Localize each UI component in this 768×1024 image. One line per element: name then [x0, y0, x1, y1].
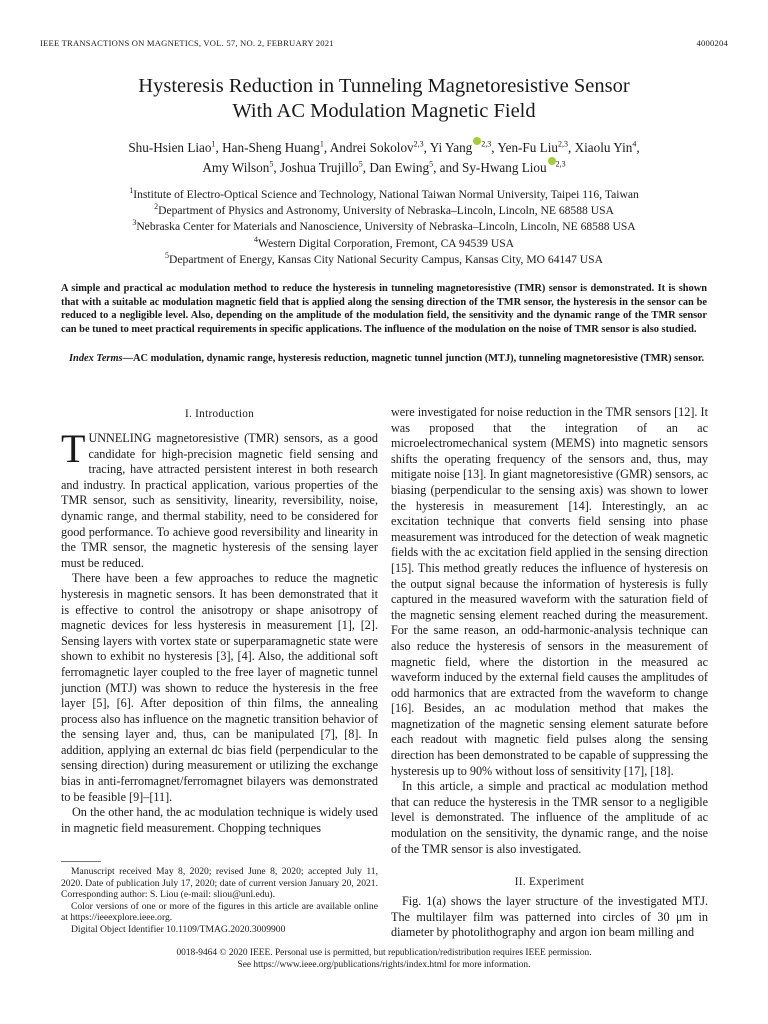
intro-paragraph-1-text: UNNELING magnetoresistive (TMR) sensors, as a good candidate for high-precision magnetic field sensing and tracing, have attracted persistent interest in both research and industry. In practical application, various properties of the TMR sensor, such as sensitivity, linearity, reversibility, noise, dynamic range, and thermal stability, need to be considered for good performance. To achieve good reversibility and linearity in the TMR sensor, the magnetic hysteresis of the sensing layer must be reduced.	[61, 431, 378, 570]
author-line-1: Shu-Hsien Liao$^1$, Han-Sheng Huang$^1$, Andrei Sokolov$^{2,3}$, Yi Yang $^{2,3}$, Yen-Fu Liu$^{2,3}$, Xiaolu Yin$^4$,	[40, 138, 728, 158]
drop-cap: T	[61, 426, 86, 471]
author-affiliation-mark: 5	[269, 159, 274, 169]
footnote-manuscript: Manuscript received May 8, 2020; revised June 8, 2020; accepted July 11, 2020. Date of publication July 17, 2020; date of current version January 20, 2021. Corresponding author: S. Liou (e-mail: sliou@unl.edu).	[61, 866, 378, 901]
running-header-article-number: 4000204	[696, 38, 728, 48]
author-list	[40, 138, 728, 178]
affiliation-number: 4	[253, 234, 258, 244]
affiliation-text: Nebraska Center for Materials and Nanoscience, University of Nebraska–Lincoln, Lincoln, NE 68588 USA	[136, 220, 636, 234]
author-name: Andrei Sokolov	[329, 140, 414, 155]
affiliation-number: 1	[129, 186, 134, 196]
author-name: Yen-Fu Liu	[497, 140, 558, 155]
footnote-rule	[61, 861, 101, 862]
author-name: Joshua Trujillo	[279, 160, 359, 175]
paper-title	[40, 74, 728, 124]
author-affiliation-mark: 2,3	[481, 139, 492, 149]
author-affiliation-mark: 4	[632, 139, 637, 149]
author-affiliation-mark: 5	[429, 159, 434, 169]
index-terms-label: Index Terms	[69, 353, 123, 364]
right-column-body	[391, 405, 708, 857]
author-name: Xiaolu Yin	[574, 140, 633, 155]
author-name: Yi Yang	[429, 140, 473, 155]
intro-paragraph-4: were investigated for noise reduction in the TMR sensors [12]. It was proposed that the integration of an ac microelectromechanical system (MEMS) into magnetic sensors shifts the operating frequency of the sensors and, thus, may mitigate noise [13]. In giant magnetoresistive (GMR) sensors, ac biasing (perpendicular to the sensing axis) was shown to lower the hysteresis in measurement [14]. Interestingly, an ac excitation technique that converts field sensing into phase measurement was introduced for the detection of weak magnetic fields with the ac excitation field applied in the sensing direction [15]. This method greatly reduces the influence of hysteresis on the output signal because the information of hysteresis is fully captured in the measured waveform with the saturation field of the magnetic sensing element reached during the measurement. For the same reason, an odd-harmonic-analysis technique can also reduce the hysteresis of sensors in the measurement of magnetic field, where the distortion in the measured ac waveform induced by the external field causes the amplitudes of odd harmonics that are extracted from the waveform to change [16]. Besides, an ac modulation method that makes the magnetization of the magnetic sensing element saturate before each readout with magnetic field pulses along the sensing direction has been demonstrated to be capable of suppressing the hysteresis up to 90% without loss of sensitivity [17], [18].	[391, 405, 708, 778]
running-header-journal: IEEE TRANSACTIONS ON MAGNETICS, VOL. 57, NO. 2, FEBRUARY 2021	[40, 38, 334, 48]
affiliation-text: Department of Energy, Kansas City National Security Campus, Kansas City, MO 64147 USA	[169, 252, 603, 266]
footnote-doi: Digital Object Identifier 10.1109/TMAG.2020.3009900	[71, 923, 286, 935]
title-line-2: With AC Modulation Magnetic Field	[232, 100, 536, 122]
copyright-line-1: 0018-9464 © 2020 IEEE. Personal use is permitted, but republication/redistribution requires IEEE permission.	[176, 948, 592, 958]
author-name: Han-Sheng Huang	[222, 140, 320, 155]
affiliation-text: Western Digital Corporation, Fremont, CA 94539 USA	[257, 236, 515, 250]
index-terms-text: AC modulation, dynamic range, hysteresis reduction, magnetic tunnel junction (MTJ), tunneling magnetoresistive (TMR) sensor.	[133, 353, 705, 364]
intro-paragraph-1	[61, 426, 378, 571]
intro-paragraph-2: There have been a few approaches to reduce the magnetic hysteresis in magnetic sensors. It has been demonstrated that it is effective to control the anisotropy or shape anisotropy of magnetic devices for less hysteresis in measurement [1], [2]. Sensing layers with vortex state or superparamagnetic state were shown to exhibit no hysteresis [3], [4]. Also, the additional soft ferromagnetic layer coupled to the free layer of magnetic tunnel junction (MTJ) was shown to reduce the hysteresis in the free layer [5], [6]. After deposition of thin films, the annealing process also has influence on the magnetic transition behavior of the sensing layer and, thus, can be manipulated [7], [8]. In addition, applying an external dc bias field (perpendicular to the sensing direction) during measurement or utilizing the exchange bias in anti-ferromagnet/ferromagnet bilayers was demonstrated to be feasible [9]–[11].	[61, 571, 378, 804]
author-name: Sy-Hwang Liou	[462, 160, 547, 175]
author-affiliation-mark: 1	[319, 139, 324, 149]
intro-paragraph-3: On the other hand, the ac modulation technique is widely used in magnetic field measurement. Chopping techniques	[61, 805, 378, 835]
affiliation-line	[40, 187, 728, 203]
author-name: Amy Wilson	[202, 160, 270, 175]
author-affiliation-mark: 5	[358, 159, 363, 169]
experiment-body	[391, 894, 708, 941]
affiliation-number: 3	[132, 218, 137, 228]
abstract	[61, 282, 707, 336]
title-line-1: Hysteresis Reduction in Tunneling Magnetoresistive Sensor	[138, 75, 630, 97]
section-heading-experiment: II. Experiment	[514, 876, 585, 888]
affiliation-text: Department of Physics and Astronomy, University of Nebraska–Lincoln, Lincoln, NE 68588 USA	[158, 204, 614, 218]
affiliation-line	[40, 203, 728, 219]
author-affiliation-mark: 2,3	[555, 159, 566, 169]
author-affiliation-mark: 1	[211, 139, 216, 149]
copyright-line-2: See https://www.ieee.org/publications/rights/index.html for more information.	[237, 959, 531, 970]
affiliation-number: 5	[165, 250, 170, 260]
author-name: Shu-Hsien Liao	[128, 140, 212, 155]
affiliation-list	[40, 187, 728, 268]
copyright-notice	[40, 948, 728, 971]
affiliation-line	[40, 219, 728, 235]
footnote-color: Color versions of one or more of the figures in this article are available online at https://ieeexplore.ieee.org.	[61, 900, 378, 924]
orcid-icon[interactable]	[473, 137, 481, 145]
footnotes	[61, 866, 378, 936]
author-line-2: Amy Wilson$^5$, Joshua Trujillo$^5$, Dan Ewing$^5$, and Sy-Hwang Liou $^{2,3}$	[40, 158, 728, 178]
affiliation-text: Institute of Electro-Optical Science and Technology, National Taiwan Normal University, Taipei 116, Taiwan	[133, 188, 639, 201]
experiment-paragraph-1: Fig. 1(a) shows the layer structure of the investigated MTJ. The multilayer film was patterned into circles of 30 μm in diameter by photolithography and argon ion beam milling and	[391, 894, 708, 940]
author-affiliation-mark: 2,3	[557, 139, 568, 149]
index-terms-dash: —	[122, 353, 133, 364]
index-terms	[61, 352, 707, 366]
left-column-body	[61, 426, 378, 836]
orcid-icon[interactable]	[548, 157, 556, 165]
affiliation-number: 2	[154, 202, 159, 212]
affiliation-line	[40, 252, 728, 268]
author-name: Dan Ewing	[369, 160, 430, 175]
section-heading-introduction: I. Introduction	[184, 408, 255, 420]
affiliation-line	[40, 236, 728, 252]
intro-paragraph-5: In this article, a simple and practical ac modulation method that can reduce the hysteresis in the TMR sensor to a negligible level is demonstrated. The influence of the amplitude of ac modulation on the sensitivity, the dynamic range, and the noise of the TMR sensor is also investigated.	[391, 779, 708, 856]
abstract-text: A simple and practical ac modulation method to reduce the hysteresis in tunneling magnetoresistive (TMR) sensor is demonstrated. It is shown that with a suitable ac modulation magnetic field that is applied along the sensing direction of the TMR sensor, the hysteresis in the sensor can be reduced to a negligible level. Also, depending on the amplitude of the modulation field, the sensitivity and the dynamic range of the TMR sensor can be tuned to meet practical requirements in specific applications. The influence of the modulation on the noise of TMR sensor is also studied.	[61, 283, 707, 335]
author-affiliation-mark: 2,3	[413, 139, 424, 149]
